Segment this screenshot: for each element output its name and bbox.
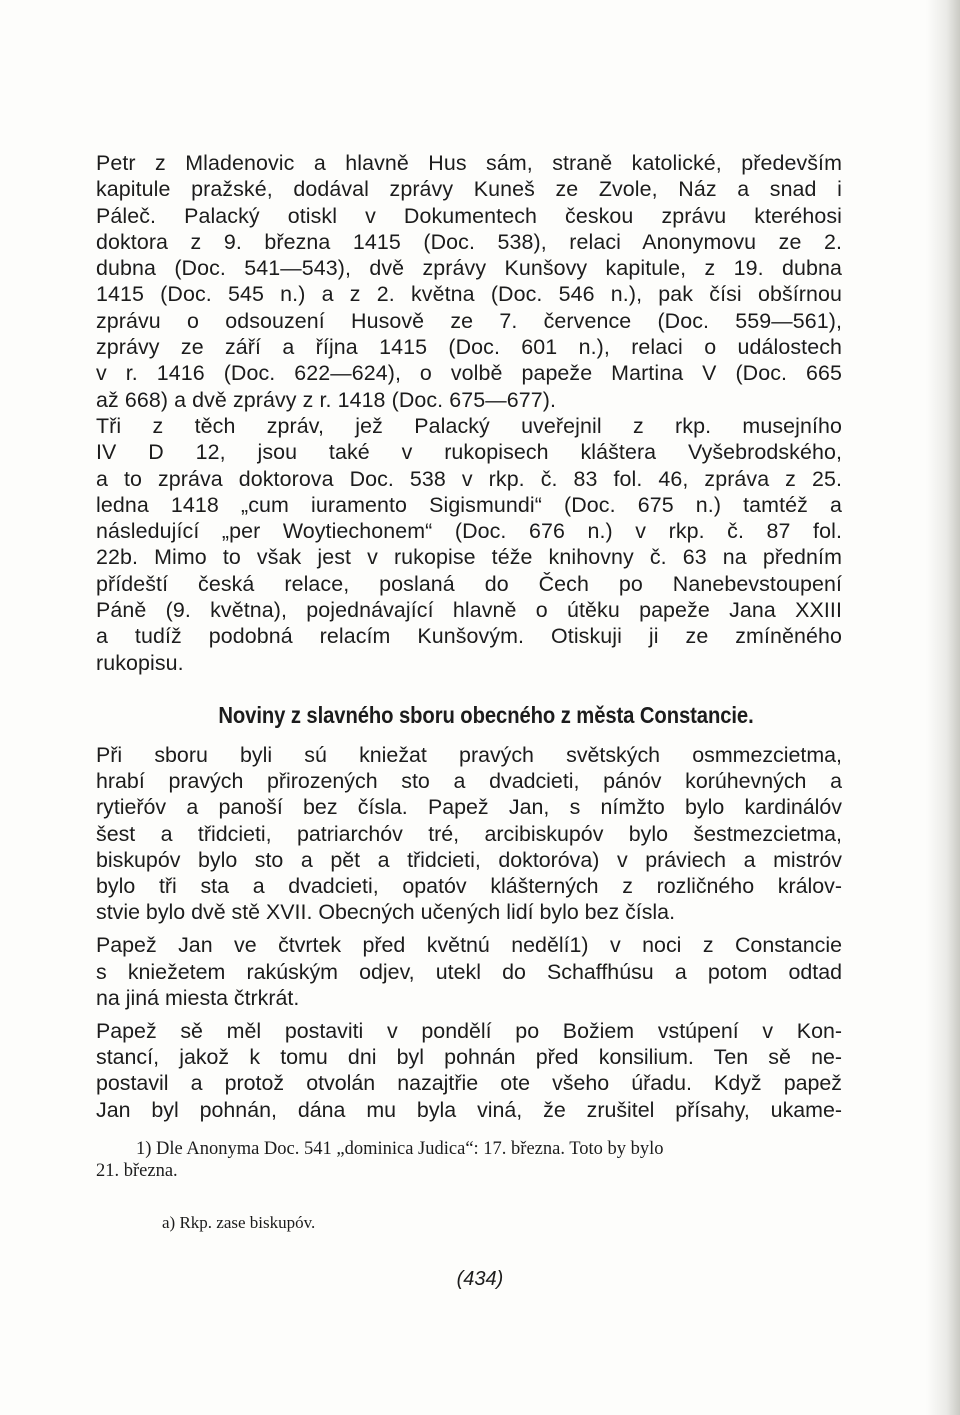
intro-line: zprávy ze září a října 1415 (Doc. 601 n.), relaci o událostech [96,335,842,360]
intro-line: dubna (Doc. 541—543), dvě zprávy Kunšovy kapitule, z 19. dubna [96,256,842,281]
body-line: na jiná miesta čtrkrát. [96,985,300,1010]
body-line: stvie bylo dvě stě XVII. Obecných učených lidí bylo bez čísla. [96,900,676,925]
footnote-a: a) Rkp. zase biskupóv. [162,1213,316,1232]
intro-paragraphs [96,150,842,676]
intro-line: přídeští česká relace, poslaná do Čech po Nanebevstoupení [96,571,842,596]
body-line: postavil a protož otvolán nazajtřie ote všeho úřadu. Když papež [96,1071,842,1096]
body-line: šest a třidcieti, patriarchóv tré, arcibiskupóv bylo šestmezcietma, [96,821,842,846]
body-line: s kniežetem rakúským odjev, utekl do Schaffhúsu a potom odtad [96,959,842,984]
footnote-line: 1) Dle Anonyma Doc. 541 „dominica Judica“: 17. března. Toto by bylo [136,1139,664,1159]
intro-line: Páleč. Palacký otiskl v Dokumentech českou zprávu kteréhosi [96,203,842,228]
body-line: stancí, jakož k tomu dni byl pohnán před konsilium. Ten sě ne- [96,1045,842,1070]
intro-line: 1415 (Doc. 545 n.) a z 2. května (Doc. 546 n.), pak čísi obšírnou [96,282,842,307]
intro-line: 22b. Mimo to však jest v rukopise téže knihovny č. 63 na předním [96,545,842,570]
body-line: hrabí pravých přirozených sto a dvadcieti, pánóv korúhevných a [96,769,842,794]
intro-line: kapitule pražské, dodával zprávy Kuneš ze Zvole, Náz a snad i [96,177,842,202]
intro-line: ledna 1418 „cum iuramento Sigismundi“ (Doc. 675 n.) tamtéž a [96,492,842,517]
intro-line: zprávu o odsouzení Husově ze 7. července (Doc. 559—561), [96,308,842,333]
intro-line: IV D 12, jsou také v rukopisech kláštera Vyšebrodského, [96,440,842,465]
intro-line: Petr z Mladenovic a hlavně Hus sám, straně katolické, především [96,151,842,175]
intro-line: a tudíž podobná relacím Kunšovým. Otiskuji ji ze zmíněného [96,624,842,649]
body-line: Papež sě měl postaviti v pondělí po Božiem vstúpení v Kon- [96,1019,842,1044]
intro-line: následující „per Woytiechonem“ (Doc. 676 n.) v rkp. č. 87 fol. [96,519,842,544]
relation-text [96,742,842,1123]
intro-line: Páně (9. května), pojednávající hlavně o útěku papeže Jana XXIII [96,598,842,623]
intro-line: doktora z 9. března 1415 (Doc. 538), relaci Anonymovu ze 2. [96,229,842,254]
paragraph-gap [96,1011,842,1018]
body-line: Při sboru byli sú kniežat pravých světských osmmezcietma, [96,743,842,767]
paragraph-gap [96,925,842,932]
body-line: Papež Jan ve čtvrtek před květnú nedělí1) v noci z Constancie [96,933,842,958]
body-line: rytieřóv a panoší bez čísla. Papež Jan, s nímžto bylo kardinálóv [96,795,842,820]
footnote-1 [96,1138,856,1182]
intro-line: Tři z těch zpráv, jež Palacký uveřejnil z rkp. musejního [96,413,842,438]
scan-edge-shadow [926,0,960,1415]
intro-line: až 668) a dvě zprávy z r. 1418 (Doc. 675—677). [96,387,556,412]
body-line: bylo tři sta a dvadcieti, opatóv klášterných z rozličného králov- [96,874,842,899]
body-line: biskupóv bylo sto a pět a třidcieti, doktoróva) v práviech a mistróv [96,847,842,872]
intro-line: v r. 1416 (Doc. 622—624), o volbě papeže Martina V (Doc. 665 [96,361,842,386]
footnotes [96,1138,856,1234]
intro-line: rukopisu. [96,650,184,675]
footnote-line: 21. března. [96,1161,178,1181]
intro-line: a to zpráva doktorova Doc. 538 v rkp. č. 83 fol. 46, zpráva z 25. [96,466,842,491]
body-line: Jan byl pohnán, dána mu byla viná, že zrušitel přísahy, ukame- [96,1097,842,1122]
section-heading: Noviny z slavného sboru obecného z města Constancie. [218,702,754,728]
page-number: (434) [456,1268,504,1290]
